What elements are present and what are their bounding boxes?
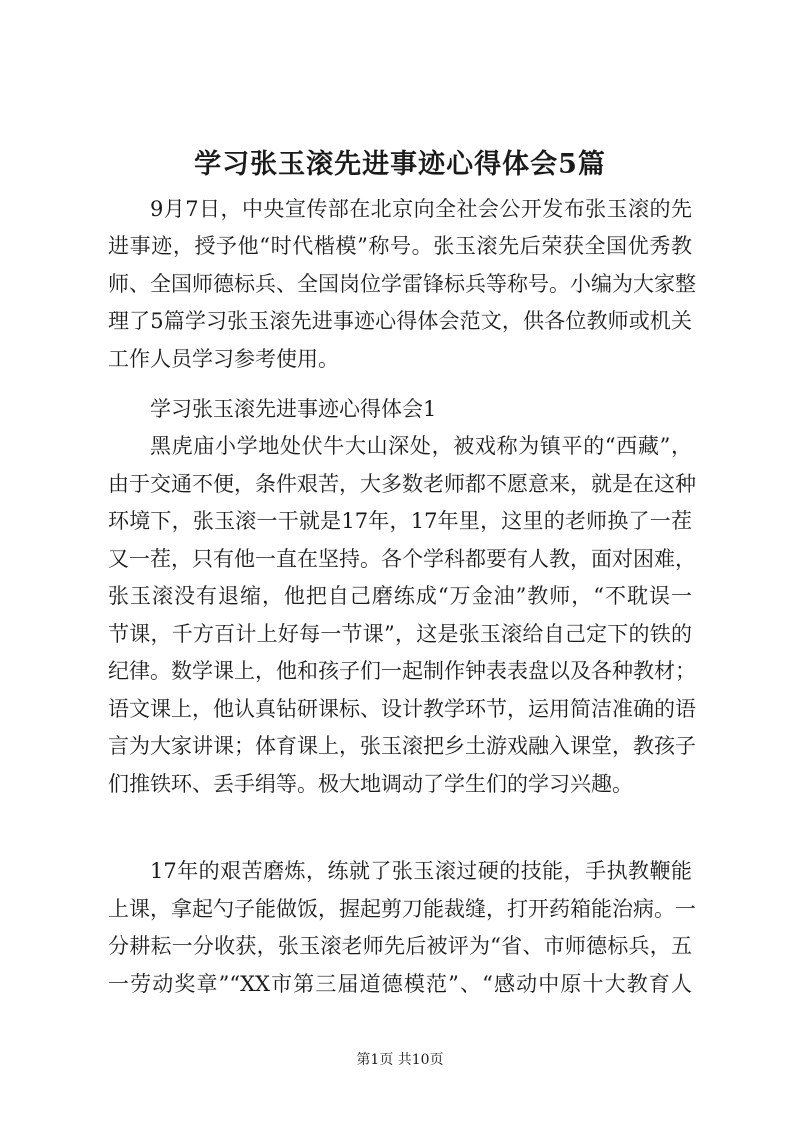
text-line: 工作人员学习参考使用。 bbox=[108, 347, 339, 371]
text-line: 言为大家讲课；体育课上，张玉滚把乡土游戏融入课堂，教孩子 bbox=[108, 734, 696, 758]
document-title: 学习张玉滚先进事迹心得体会5篇 bbox=[194, 149, 606, 180]
text-line: 理了5篇学习张玉滚先进事迹心得体会范文，供各位教师或机关 bbox=[108, 309, 692, 333]
text-line: 节课，千方百计上好每一节课”，这是张玉滚给自己定下的铁的 bbox=[108, 622, 692, 646]
text-line: 纪律。数学课上，他和孩子们一起制作钟表表盘以及各种教材； bbox=[108, 659, 696, 683]
text-line: 17年的艰苦磨炼，练就了张玉滚过硬的技能，手执教鞭能 bbox=[150, 859, 692, 883]
text-line: 师、全国师德标兵、全国岗位学雷锋标兵等称号。小编为大家整 bbox=[108, 272, 696, 296]
page-footer: 第1页 共10页 bbox=[356, 1052, 444, 1068]
text-line: 一劳动奖章”“XX市第三届道德模范”、“感动中原十大教育人 bbox=[108, 972, 692, 996]
text-line: 们推铁环、丢手绢等。极大地调动了学生们的学习兴趣。 bbox=[108, 772, 633, 796]
text-line: 张玉滚没有退缩，他把自己磨练成“万金油”教师，“不耽误一 bbox=[108, 584, 692, 608]
text-line: 分耕耘一分收获，张玉滚老师先后被评为“省、市师德标兵，五 bbox=[108, 934, 692, 958]
text-line: 学习张玉滚先进事迹心得体会1 bbox=[150, 397, 437, 421]
text-line: 由于交通不便，条件艰苦，大多数老师都不愿意来，就是在这种 bbox=[108, 472, 696, 496]
text-line: 上课，拿起勺子能做饭，握起剪刀能裁缝，打开药箱能治病。一 bbox=[108, 897, 696, 921]
text-line: 9月7日，中央宣传部在北京向全社会公开发布张玉滚的先 bbox=[150, 197, 692, 221]
text-line: 环境下，张玉滚一干就是17年，17年里，这里的老师换了一茬 bbox=[108, 509, 692, 533]
text-line: 进事迹，授予他“时代楷模”称号。张玉滚先后荣获全国优秀教 bbox=[108, 234, 692, 258]
text-line: 又一茬，只有他一直在坚持。各个学科都要有人教，面对困难， bbox=[108, 547, 696, 571]
text-line: 语文课上，他认真钻研课标、设计教学环节，运用简洁准确的语 bbox=[108, 697, 696, 721]
text-line: 黑虎庙小学地处伏牛大山深处，被戏称为镇平的“西藏”， bbox=[150, 434, 692, 458]
